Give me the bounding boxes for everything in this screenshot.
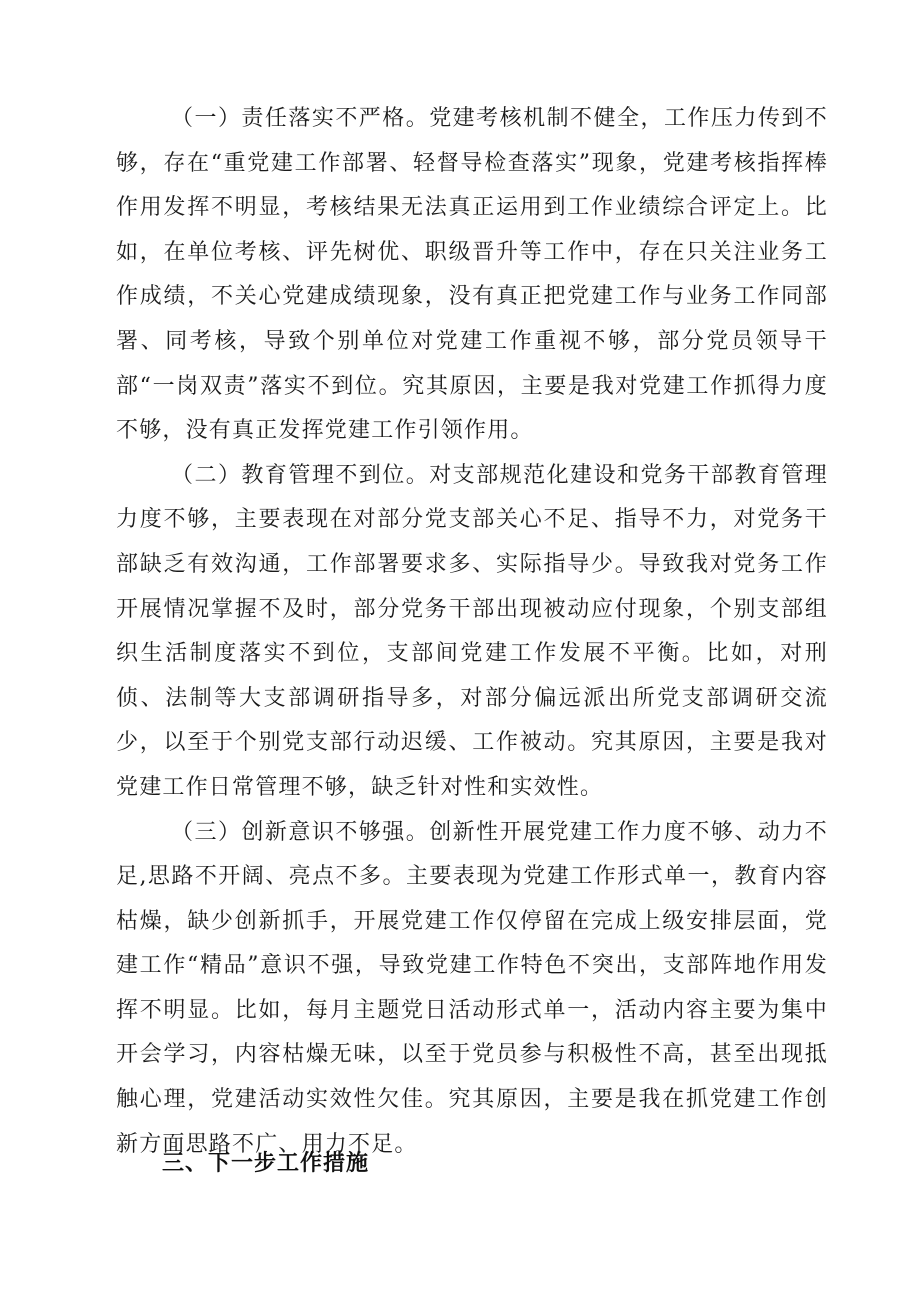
section-heading: 三、下一步工作措施: [162, 1151, 370, 1176]
paragraph-education-management: （二）教育管理不到位。对支部规范化建设和党务干部教育管理力度不够，主要表现在对部分党支部关心不足、指导不力，对党务干部缺乏有效沟通，工作部署要求多、实际指导少。导致我对党务工作开展情况掌握不及时，部分党务干部出现被动应付现象，个别支部组织生活制度落实不到位，支部间党建工作发展不平衡。比如，对刑侦、法制等大支部调研指导多，对部分偏远派出所党支部调研交流少，以至于个别党支部行动迟缓、工作被动。究其原因，主要是我对党建工作日常管理不够，缺乏针对性和实效性。: [116, 462, 828, 800]
paragraph-innovation: （三）创新意识不够强。创新性开展党建工作力度不够、动力不足,思路不开阔、亮点不多。主要表现为党建工作形式单一，教育内容枯燥，缺少创新抓手，开展党建工作仅停留在完成上级安排层面，党建工作“精品”意识不强，导致党建工作特色不突出，支部阵地作用发挥不明显。比如，每月主题党日活动形式单一，活动内容主要为集中开会学习，内容枯燥无味，以至于党员参与积极性不高，甚至出现抵触心理，党建活动实效性欠佳。究其原因，主要是我在抓党建工作创新方面思路不广、用力不足。: [116, 819, 828, 1157]
paragraph-responsibility: （一）责任落实不严格。党建考核机制不健全，工作压力传到不够，存在“重党建工作部署、轻督导检查落实”现象，党建考核指挥棒作用发挥不明显，考核结果无法真正运用到工作业绩综合评定上。比如，在单位考核、评先树优、职级晋升等工作中，存在只关注业务工作成绩，不关心党建成绩现象，没有真正把党建工作与业务工作同部署、同考核，导致个别单位对党建工作重视不够，部分党员领导干部“一岗双责”落实不到位。究其原因，主要是我对党建工作抓得力度不够，没有真正发挥党建工作引领作用。: [116, 106, 828, 444]
document-body: [116, 97, 828, 1167]
